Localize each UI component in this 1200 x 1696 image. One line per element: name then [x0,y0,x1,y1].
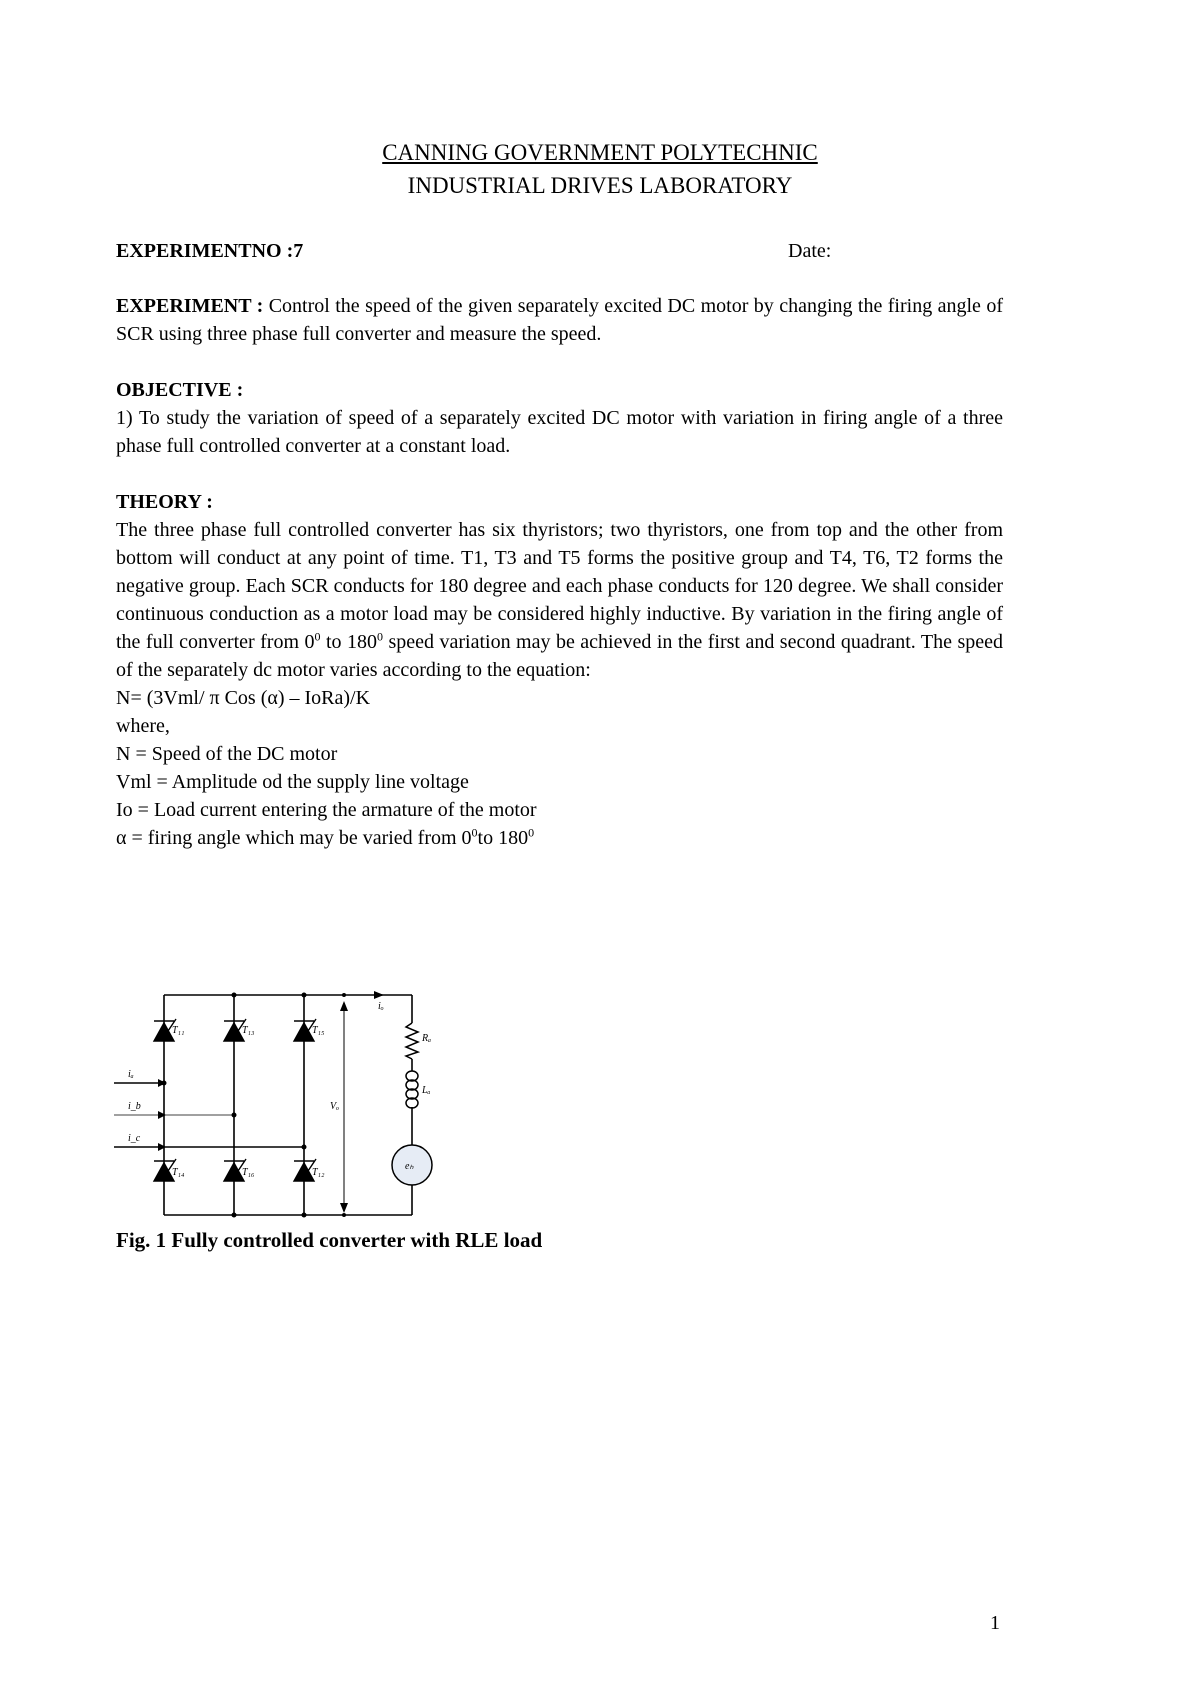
inductor-icon [406,1071,418,1108]
theory-section [116,488,1003,852]
experiment-label: EXPERIMENT : [116,295,264,317]
institution-title: CANNING GOVERNMENT POLYTECHNIC [382,140,818,165]
svg-text:i_c: i_c [128,1133,141,1144]
theory-text: The three phase full controlled converter has six thyristors; two thyristors, one from top and the other from bottom will conduct at any point of time. T1, T3 and T5 forms the positive group and T4, T6, T2 forms the negative group. Each SCR conducts for 180 degree and each phase conducts for 120 degree. We shall consider continuous conduction as a motor load may be considered highly inductive. By variation in the firing angle of the full converter from $0^0$ to $180^0$ speed variation may be achieved in the first and second quadrant. The speed of the separately dc motor varies according to the equation: [116,519,1004,681]
experiment-number: EXPERIMENTNO :7 [116,240,304,262]
where-label: where, [116,715,170,737]
definition-n: N = Speed of the DC motor [116,743,338,765]
svg-text:Lₐ: Lₐ [422,1085,431,1096]
resistor-icon [406,1023,418,1059]
svg-text:T₁₂: T₁₂ [312,1167,325,1178]
svg-text:i_b: i_b [128,1101,141,1112]
page-number: 1 [990,1612,1000,1634]
objective-section [116,376,1003,460]
svg-text:eₕ: eₕ [405,1161,414,1172]
svg-text:Vₒ: Vₒ [330,1101,339,1112]
definition-vml: Vml = Amplitude od the supply line voltage [116,771,469,793]
definition-alpha: α = firing angle which may be varied from $0^0to$ $180^0$ [116,825,535,849]
svg-text:T₁₄: T₁₄ [172,1167,185,1178]
svg-text:T₁₆: T₁₆ [242,1167,255,1178]
svg-text:T₁₅: T₁₅ [312,1025,325,1036]
theory-heading: THEORY : [116,491,213,513]
definition-io: Io = Load current entering the armature of the motor [116,799,537,821]
experiment-section [116,292,1003,348]
converter-circuit-diagram [112,985,452,1225]
lab-title: INDUSTRIAL DRIVES LABORATORY [407,173,793,198]
svg-text:T₁₃: T₁₃ [242,1025,255,1036]
experiment-text: Control the speed of the given separately excited DC motor by changing the firing angle of SCR using three phase full converter and measure the speed. [116,295,1004,345]
speed-equation: N= (3Vml/ π Cos (α) – IoRa)/K [116,687,371,709]
svg-text:T₁₁: T₁₁ [172,1025,185,1036]
objective-text: 1) To study the variation of speed of a separately excited DC motor with variation in firing angle of a three phase full controlled converter at a constant load. [116,407,1003,457]
date-label: Date: [788,240,832,262]
svg-text:iₐ: iₐ [128,1069,134,1080]
objective-heading: OBJECTIVE : [116,379,244,401]
svg-text:iₒ: iₒ [378,1001,384,1012]
figure-caption: Fig. 1 Fully controlled converter with RLE load [116,1228,543,1252]
svg-text:Rₐ: Rₐ [422,1033,432,1044]
